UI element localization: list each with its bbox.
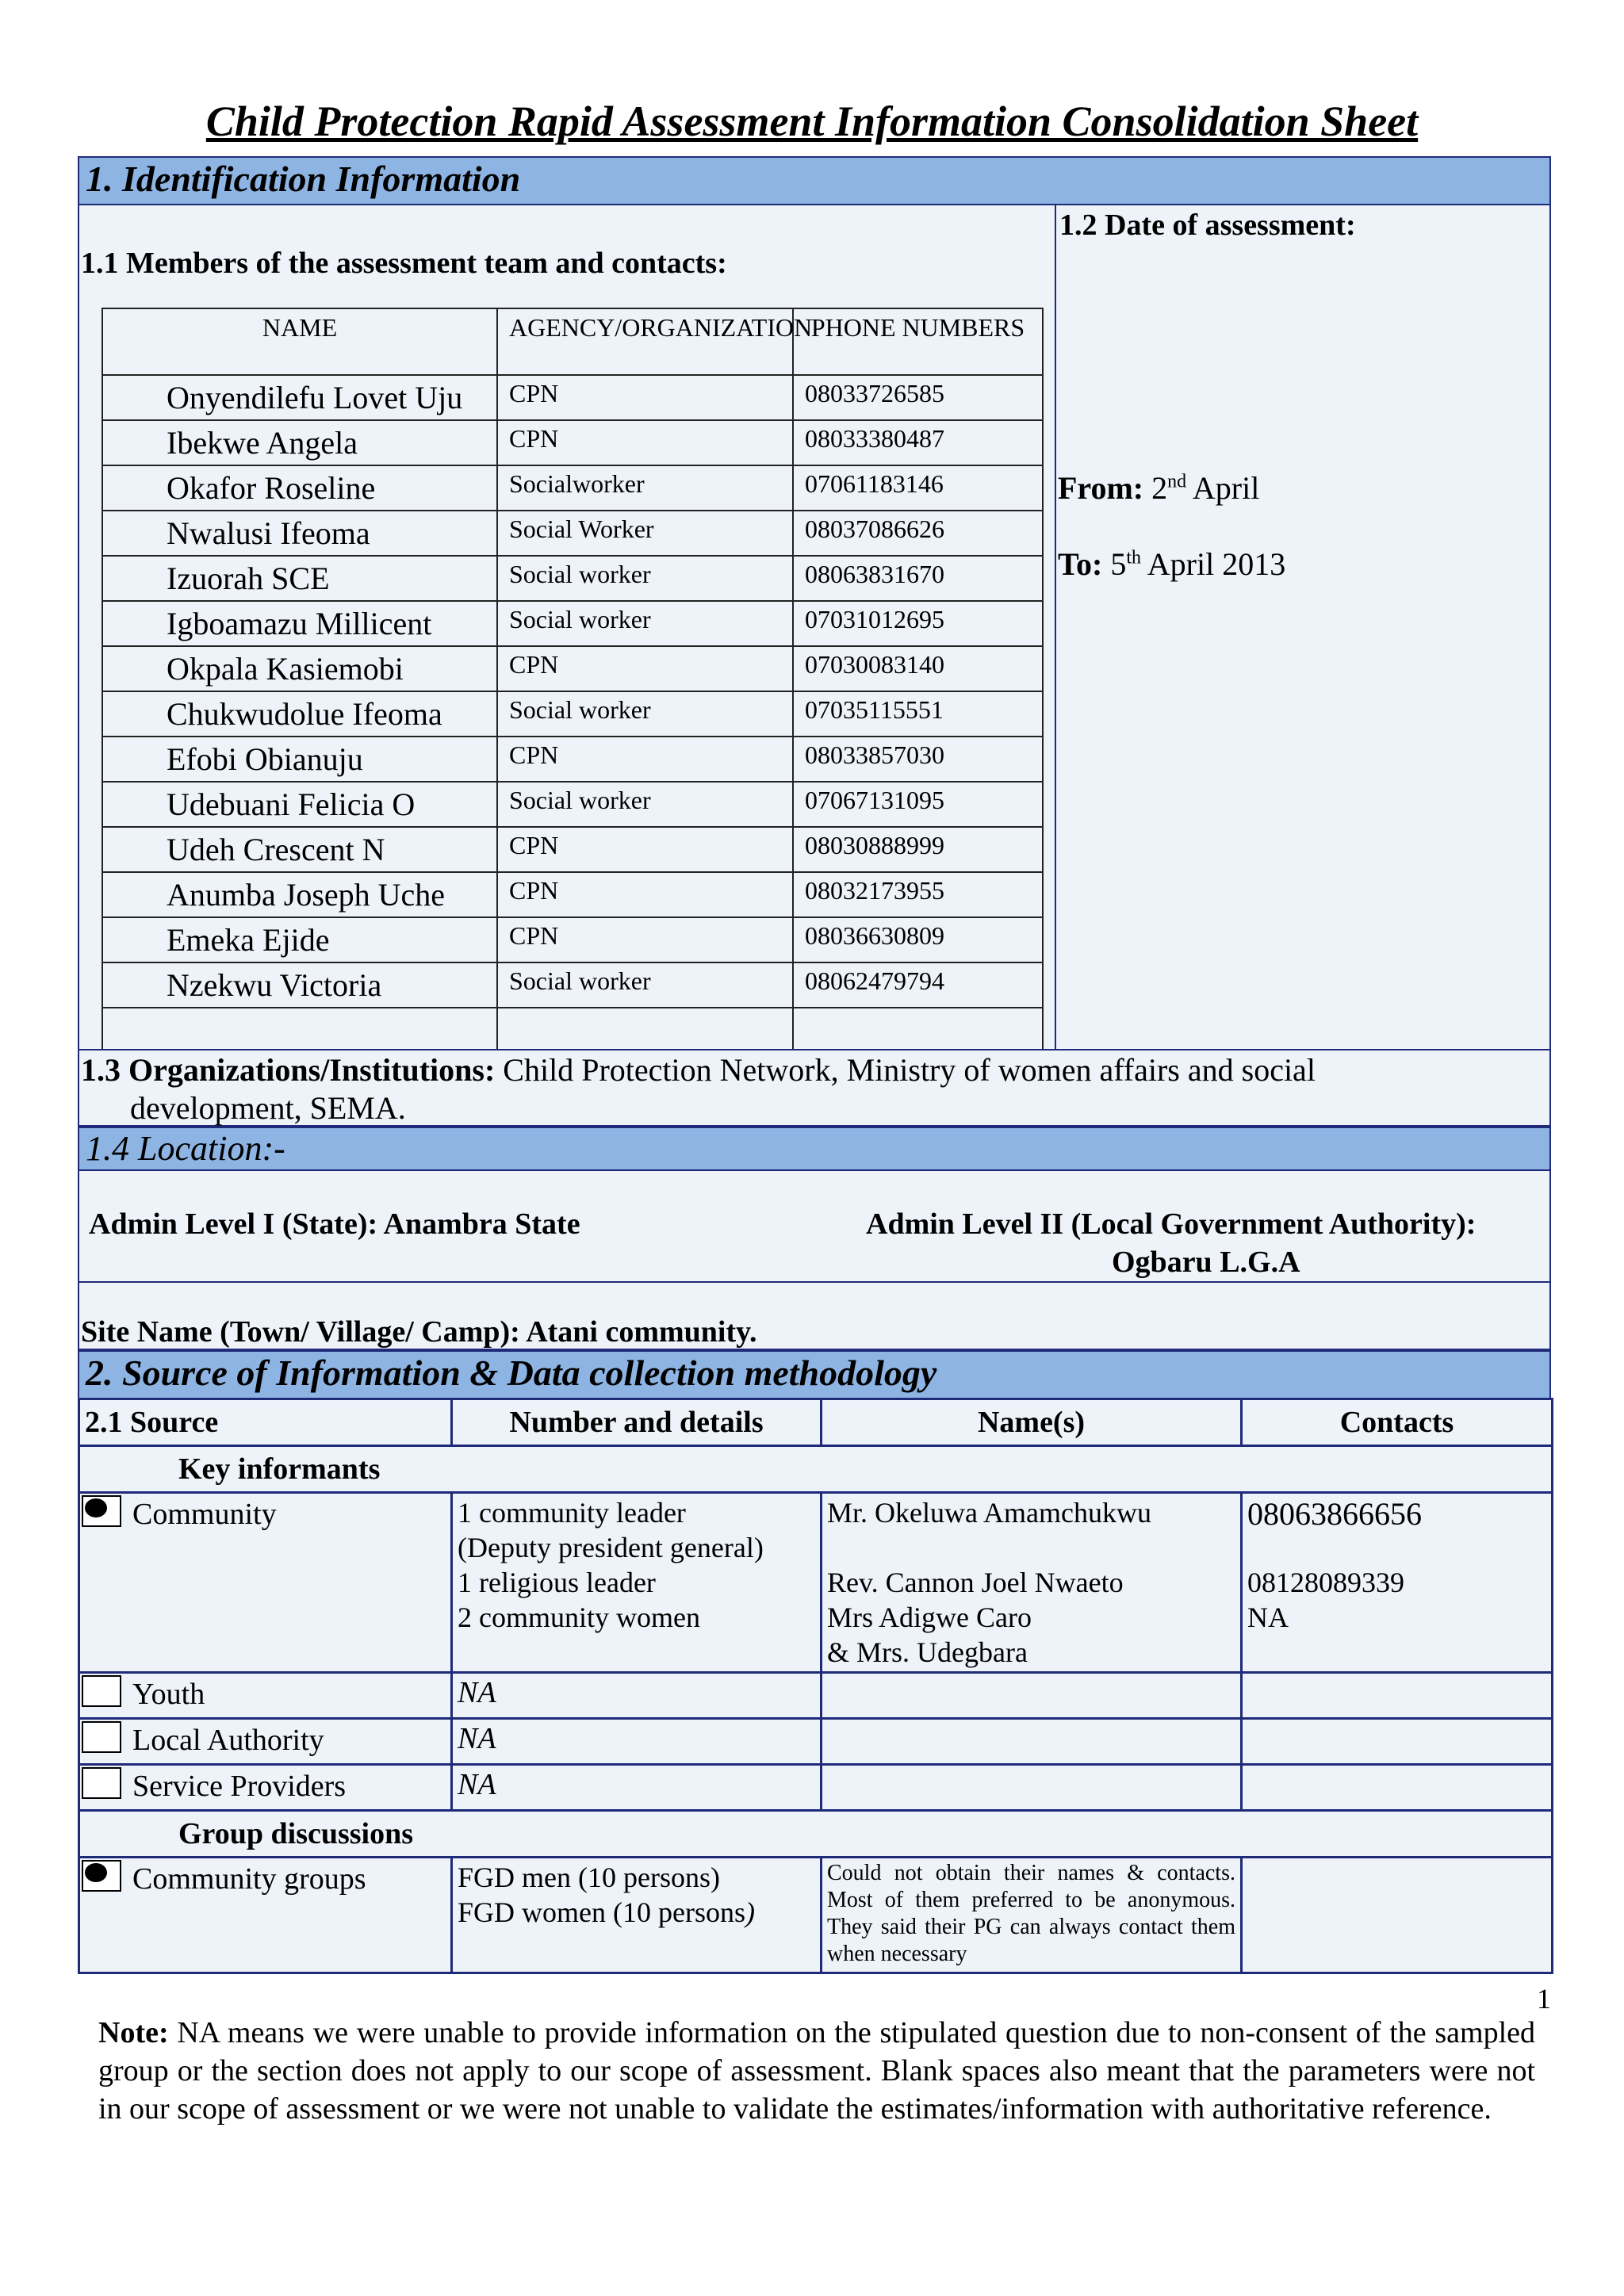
date-to-label: To:: [1058, 546, 1103, 582]
members-label: 1.1 Members of the assessment team and contacts:: [81, 247, 727, 280]
member-agency: CPN: [497, 872, 793, 917]
empty-cell: [793, 1008, 1043, 1051]
member-phone: 07067131095: [793, 782, 1043, 827]
community-groups-names: Could not obtain their names & contacts. Most of them preferred to be anonymous. They said their PG can always contact them when necessary: [822, 1858, 1242, 1973]
phone-header: PHONE NUMBERS: [793, 308, 1043, 375]
member-name: Udeh Crescent N: [102, 827, 497, 872]
organizations-label: 1.3 Organizations/Institutions:: [81, 1052, 496, 1088]
service-providers-label: Service Providers: [132, 1770, 347, 1803]
youth-contacts: [1242, 1673, 1553, 1719]
date-to-suffix: th: [1126, 547, 1141, 568]
service-providers-details: NA: [452, 1765, 822, 1811]
date-from: [1058, 469, 1259, 507]
member-phone: 08036630809: [793, 917, 1043, 962]
member-row: [102, 511, 1043, 556]
member-row: [102, 827, 1043, 872]
member-phone: 08030888999: [793, 827, 1043, 872]
community-groups-row: [79, 1858, 1553, 1973]
community-detail: 2 community women: [458, 1601, 700, 1633]
member-agency: Socialworker: [497, 465, 793, 511]
site-name: Site Name (Town/ Village/ Camp): Atani community.: [81, 1315, 757, 1349]
empty-cell: [102, 1008, 497, 1051]
source-header-row: [79, 1399, 1553, 1446]
member-row-empty: [102, 1008, 1043, 1051]
member-row: [102, 962, 1043, 1008]
community-name: Mr. Okeluwa Amamchukwu: [827, 1497, 1151, 1529]
service-providers-row: [79, 1765, 1553, 1811]
community-row: [79, 1493, 1553, 1673]
date-to: [1058, 545, 1285, 583]
member-row: [102, 556, 1043, 601]
member-row: [102, 465, 1043, 511]
member-agency: Social worker: [497, 691, 793, 737]
member-row: [102, 917, 1043, 962]
date-to-rest: April 2013: [1141, 546, 1286, 582]
document-title: Child Protection Rapid Assessment Information Consolidation Sheet: [205, 98, 1419, 145]
note-text: NA means we were unable to provide information on the stipulated question due to non-consent of the sampled group or the section does not apply to our scope of assessment. Blank spaces also meant that the parameters were not in our scope of assessment or we were not unable to validate the estimates/information with authoritative reference.: [98, 2016, 1535, 2126]
section-1-heading: 1. Identification Information: [78, 156, 1551, 205]
date-label: 1.2 Date of assessment:: [1059, 209, 1356, 242]
member-agency: Social worker: [497, 962, 793, 1008]
member-name: Onyendilefu Lovet Uju: [102, 375, 497, 420]
organizations-line-2: development, SEMA.: [130, 1090, 406, 1126]
location-heading: 1.4 Location:-: [78, 1127, 1551, 1171]
community-name-spacer: [827, 1530, 1235, 1565]
local-authority-row: [79, 1719, 1553, 1765]
youth-label: Youth: [132, 1678, 205, 1711]
member-rows: [102, 375, 1043, 1051]
page-number: 1: [1537, 1983, 1551, 2015]
youth-checkbox[interactable]: [82, 1675, 121, 1707]
member-row: [102, 375, 1043, 420]
member-phone: 08033857030: [793, 737, 1043, 782]
location-divider: [78, 1281, 1551, 1283]
member-agency: Social worker: [497, 782, 793, 827]
community-groups-contacts: [1242, 1858, 1553, 1973]
details-header: Number and details: [452, 1399, 822, 1446]
community-groups-detail-text: FGD women (10 persons: [458, 1896, 745, 1928]
agency-header: AGENCY/ORGANIZATION: [497, 308, 793, 375]
date-from-rest: April: [1186, 470, 1260, 506]
community-groups-checkbox[interactable]: [82, 1860, 121, 1892]
member-name: Okafor Roseline: [102, 465, 497, 511]
service-providers-checkbox[interactable]: [82, 1767, 121, 1799]
group-discussions-row: [79, 1811, 1553, 1858]
source-table: [78, 1398, 1553, 1974]
member-name: Izuorah SCE: [102, 556, 497, 601]
community-groups-detail-2: [458, 1895, 815, 1930]
member-name: Efobi Obianuju: [102, 737, 497, 782]
date-divider: [1055, 205, 1056, 1050]
member-phone: 08037086626: [793, 511, 1043, 556]
member-row: [102, 782, 1043, 827]
member-name: Anumba Joseph Uche: [102, 872, 497, 917]
youth-row: [79, 1673, 1553, 1719]
member-name: Ibekwe Angela: [102, 420, 497, 465]
member-phone: 08033380487: [793, 420, 1043, 465]
community-detail: (Deputy president general): [458, 1532, 764, 1563]
member-agency: Social worker: [497, 601, 793, 646]
member-name: Emeka Ejide: [102, 917, 497, 962]
community-name: & Mrs. Udegbara: [827, 1636, 1028, 1668]
key-informants-label: Key informants: [79, 1446, 1553, 1493]
local-authority-label: Local Authority: [132, 1724, 324, 1757]
member-agency: CPN: [497, 646, 793, 691]
members-table: [102, 308, 1044, 1052]
member-phone: 07035115551: [793, 691, 1043, 737]
local-authority-checkbox[interactable]: [82, 1721, 121, 1753]
youth-names: [822, 1673, 1242, 1719]
admin-level-2-line-2: Ogbaru L.G.A: [1112, 1246, 1300, 1279]
admin-level-2-line-1: Admin Level II (Local Government Authority):: [866, 1207, 1477, 1241]
community-name: Rev. Cannon Joel Nwaeto: [827, 1567, 1124, 1598]
member-agency: CPN: [497, 917, 793, 962]
local-authority-names: [822, 1719, 1242, 1765]
community-name: Mrs Adigwe Caro: [827, 1601, 1032, 1633]
member-row: [102, 691, 1043, 737]
member-phone: 08062479794: [793, 962, 1043, 1008]
organizations-value: Child Protection Network, Ministry of women affairs and social: [495, 1052, 1316, 1088]
community-groups-detail: FGD men (10 persons): [458, 1862, 720, 1893]
section-2-heading: 2. Source of Information & Data collection methodology: [78, 1350, 1551, 1399]
local-authority-contacts: [1242, 1719, 1553, 1765]
member-agency: CPN: [497, 375, 793, 420]
member-phone: 08063831670: [793, 556, 1043, 601]
community-contact-spacer: [1247, 1533, 1546, 1565]
member-row: [102, 601, 1043, 646]
date-from-suffix: nd: [1167, 471, 1187, 492]
member-phone: 08032173955: [793, 872, 1043, 917]
member-agency: Social worker: [497, 556, 793, 601]
member-row: [102, 420, 1043, 465]
member-phone: 08033726585: [793, 375, 1043, 420]
community-groups-label: Community groups: [132, 1862, 366, 1896]
member-agency: CPN: [497, 827, 793, 872]
member-phone: 07030083140: [793, 646, 1043, 691]
community-groups-detail-paren: ): [745, 1896, 755, 1928]
member-name: Okpala Kasiemobi: [102, 646, 497, 691]
organizations-line-1: [81, 1051, 1316, 1089]
community-detail: 1 community leader: [458, 1497, 686, 1529]
community-contact: 08128089339: [1247, 1567, 1404, 1598]
contacts-header: Contacts: [1242, 1399, 1553, 1446]
note: [98, 2014, 1535, 2128]
member-name: Chukwudolue Ifeoma: [102, 691, 497, 737]
youth-details: NA: [452, 1673, 822, 1719]
source-header: 2.1 Source: [79, 1399, 452, 1446]
date-from-day: 2: [1151, 470, 1168, 506]
member-row: [102, 737, 1043, 782]
member-name: Nwalusi Ifeoma: [102, 511, 497, 556]
key-informants-row: [79, 1446, 1553, 1493]
group-discussions-label: Group discussions: [79, 1811, 1553, 1858]
community-contact: 08063866656: [1247, 1496, 1422, 1532]
member-name: Nzekwu Victoria: [102, 962, 497, 1008]
community-checkbox[interactable]: [82, 1495, 121, 1527]
community-contact: NA: [1247, 1601, 1289, 1633]
admin-level-1: Admin Level I (State): Anambra State: [89, 1207, 580, 1241]
member-name: Igboamazu Millicent: [102, 601, 497, 646]
names-header: Name(s): [822, 1399, 1242, 1446]
note-label: Note:: [98, 2016, 169, 2049]
member-agency: CPN: [497, 737, 793, 782]
member-agency: Social Worker: [497, 511, 793, 556]
member-phone: 07061183146: [793, 465, 1043, 511]
name-header: NAME: [102, 308, 497, 375]
member-phone: 07031012695: [793, 601, 1043, 646]
service-providers-contacts: [1242, 1765, 1553, 1811]
date-from-label: From:: [1058, 470, 1144, 506]
empty-cell: [497, 1008, 793, 1051]
date-to-day: 5: [1110, 546, 1127, 582]
community-label: Community: [132, 1498, 277, 1531]
community-detail: 1 religious leader: [458, 1567, 656, 1598]
member-row: [102, 646, 1043, 691]
member-row: [102, 872, 1043, 917]
member-agency: CPN: [497, 420, 793, 465]
local-authority-details: NA: [452, 1719, 822, 1765]
service-providers-names: [822, 1765, 1242, 1811]
member-name: Udebuani Felicia O: [102, 782, 497, 827]
